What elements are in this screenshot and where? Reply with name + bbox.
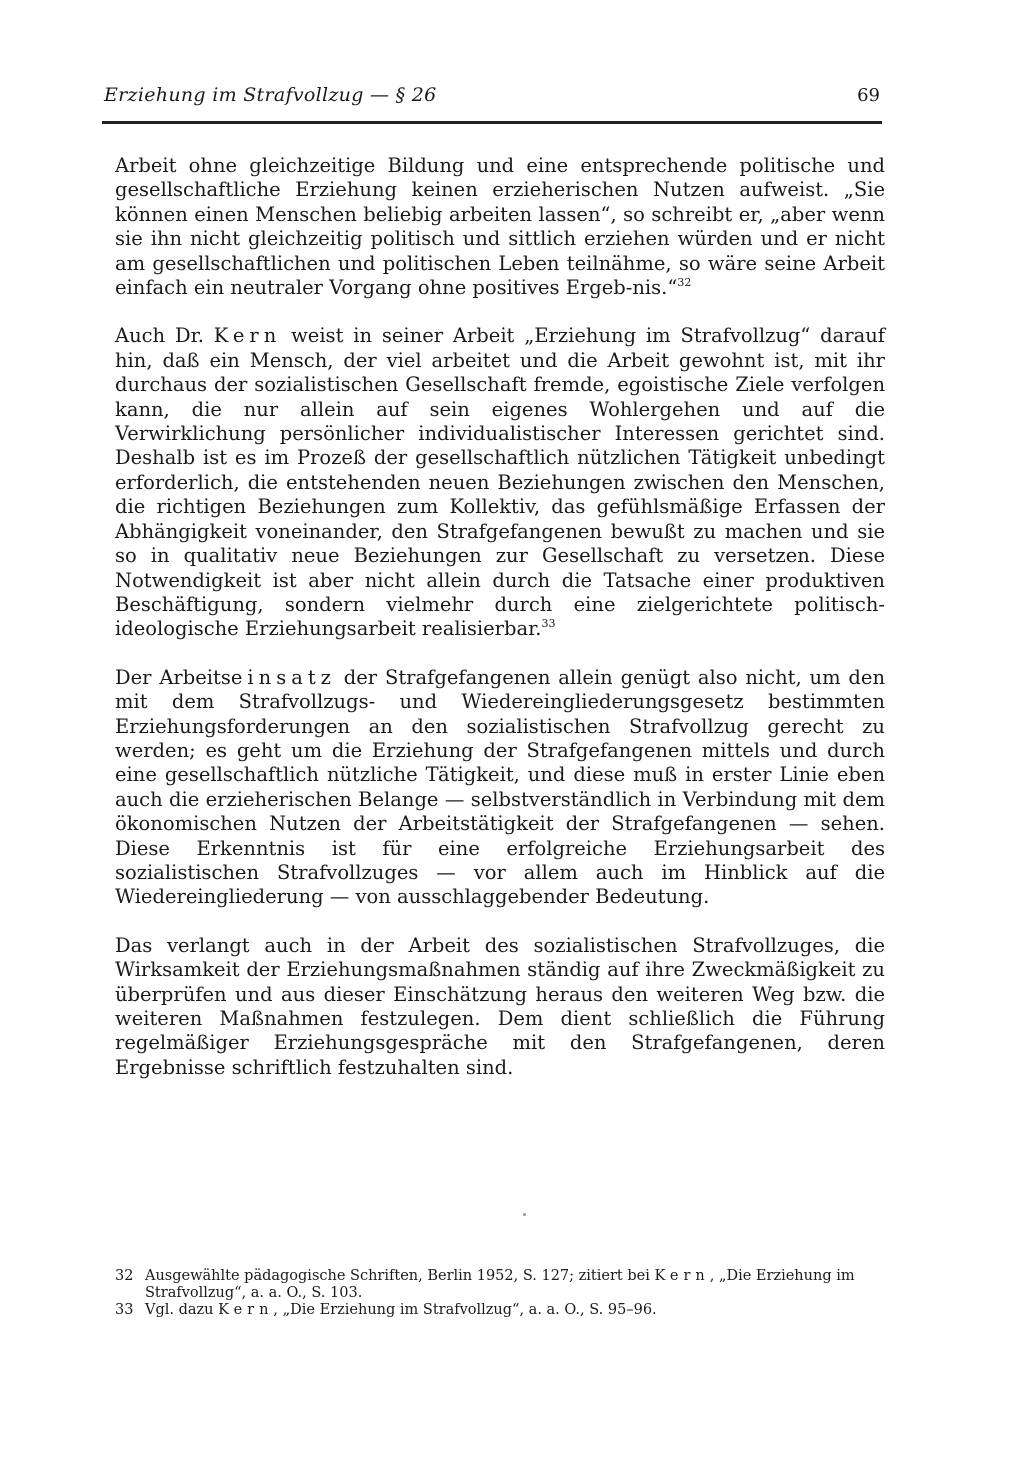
separator-dot	[523, 1213, 526, 1216]
running-header	[104, 84, 880, 106]
footnote-ref-33: 33	[541, 617, 556, 631]
main-text	[115, 154, 885, 1104]
paragraph-2: Auch Dr. Kern weist in seiner Arbeit „Erziehung im Strafvollzug“ darauf hin, daß ein Mensch, der viel arbeitet und die Arbeit gewohnt ist, mit ihr durchaus der sozialistischen Gesellschaft fremde, egoistische Ziele verfolgen kann, die nur allein auf sein eigenes Wohlergehen und auf die Verwirklichung persönlicher individualistischer Interessen gerichtet sind. Deshalb ist es im Prozeß der gesellschaftlich nützlichen Tätigkeit unbedingt erforderlich, die entstehenden neuen Beziehungen zwischen den Menschen, die richtigen Beziehungen zum Kollektiv, das gefühlsmäßige Erfassen der Abhängigkeit voneinander, den Strafgefangenen bewußt zu machen und sie so in qualitativ neue Beziehungen zur Gesellschaft zu versetzen. Diese Notwendigkeit ist aber nicht allein durch die Tatsache einer produktiven Beschäftigung, sondern vielmehr durch eine zielgerichtete politisch-ideologische Erziehungsarbeit realisierbar.$^{33}$	[115, 324, 886, 641]
footnote-33: 33 Vgl. dazu Kern, „Die Erziehung im Strafvollzug“, a. a. O., S. 95–96.	[115, 1302, 657, 1318]
running-title: Erziehung im Strafvollzug — § 26	[104, 84, 437, 106]
paragraph-3: Der Arbeitseinsatz der Strafgefangenen allein genügt also nicht, um den mit dem Strafvollzugs- und Wiedereingliederungsgesetz bestimmten Erziehungsforderungen an den sozialistischen Strafvollzug gerecht zu werden; es geht um die Erziehung der Strafgefangenen mittels und durch eine gesellschaftlich nützliche Tätigkeit, und diese muß in erster Linie eben auch die erzieherischen Belange — selbstverständlich in Verbindung mit dem ökonomischen Nutzen der Arbeitstätigkeit der Strafgefangenen — sehen. Diese Erkenntnis ist für eine erfolgreiche Erziehungsarbeit des sozialistischen Strafvollzuges — vor allem auch im Hinblick auf die Wiedereingliederung — von ausschlaggebender Bedeutung.	[115, 665, 886, 909]
paragraph-4: Das verlangt auch in der Arbeit des sozialistischen Strafvollzuges, die Wirksamkeit der Erziehungsmaßnahmen ständig auf ihre Zweckmäßigkeit zu überprüfen und aus dieser Einschätzung heraus den weiteren Weg bzw. die weiteren Maßnahmen festzulegen. Dem dient schließlich die Führung regelmäßiger Erziehungsgespräche mit den Strafgefangenen, deren Ergebnisse schriftlich festzuhalten sind.	[115, 933, 885, 1079]
header-rule	[102, 121, 882, 124]
spaced-name: Kern	[213, 324, 282, 348]
spaced-emphasis: einsatz	[230, 665, 336, 689]
page-number: 69	[857, 85, 880, 106]
paragraph-1: Arbeit ohne gleichzeitige Bildung und eine entsprechende politische und gesellschaftliche Erziehung keinen erzieherischen Nutzen aufweist. „Sie können einen Menschen beliebig arbeiten lassen“, so schreibt er, „aber wenn sie ihn nicht gleichzeitig politisch und sittlich erziehen würden und er nicht am gesellschaftlichen und politischen Leben teilnähme, so wäre seine Arbeit einfach ein neutraler Vorgang ohne positives Ergeb-nis.“$^{32}$	[115, 154, 885, 300]
footnotes	[115, 1268, 895, 1320]
footnote-ref-32: 32	[677, 276, 692, 290]
footnote-32: 32 Ausgewählte pädagogische Schriften, Berlin 1952, S. 127; zitiert bei Kern, „Die Erziehung im Strafvollzug“, a. a. O., S. 103.	[115, 1268, 855, 1301]
